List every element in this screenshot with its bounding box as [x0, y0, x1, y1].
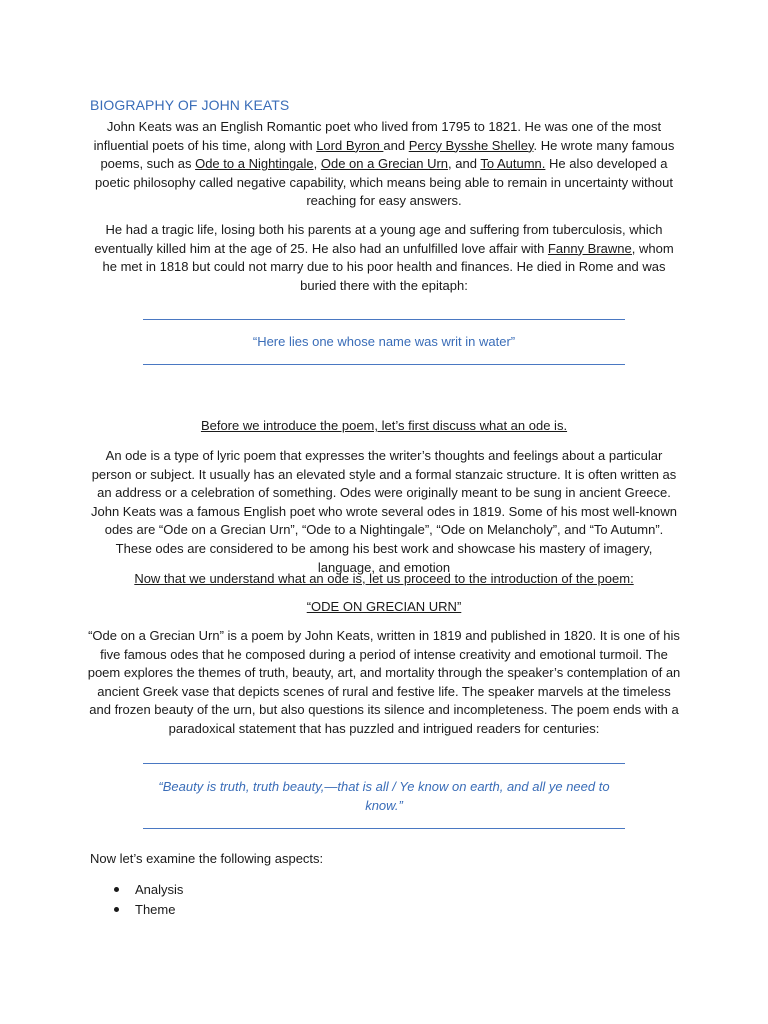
bio-text: whom he met in 1818 but could not marry due to his poor health and finances. He died in Rome and was buried there with the epitaph: — [102, 240, 674, 293]
poem-paragraph: “Ode on a Grecian Urn” is a poem by John Keats, written in 1819 and published in 1820. It is one of his five famous odes that he composed during a period of intense creativity and emotional turmoil. The poem explores the themes of truth, beauty, art, and mortality through the speaker’s contemplation of an ancient Greek vase that depicts scenes of rural and festive life. The speaker marvels at the timeless and frozen beauty of the urn, but also questions its silence and incompleteness. The poem ends with a paradoxical statement that has puzzled and intrigued readers for centuries: — [87, 628, 681, 736]
bio-text: He also developed a poetic philosophy called negative capability, which means being able to remain in uncertainty without reaching for easy answers. — [95, 156, 673, 209]
bio-text: , and — [448, 156, 481, 172]
link-percy-bysshe-shelley[interactable]: Percy Bysshe Shelley — [408, 137, 534, 153]
quote-rule-top — [143, 763, 625, 764]
poem-title-heading-text: “ODE ON GRECIAN URN” — [306, 599, 462, 614]
ode-intro-heading-text: Before we introduce the poem, let’s first discuss what an ode is. — [200, 418, 568, 433]
beauty-quote: “Beauty is truth, truth beauty,—that is all / Ye know on earth, and all ye need to know.” — [158, 779, 610, 813]
list-item — [112, 900, 183, 920]
poem-title-heading — [86, 598, 682, 616]
quote-rule-bottom — [143, 828, 625, 829]
bio-text: He had a tragic life, losing both his parents at a young age and suffering from tuberculosis, which eventually killed him at the age of 25. He also had an unfulfilled love affair with — [94, 222, 663, 256]
link-to-autumn[interactable]: To Autumn. — [480, 156, 546, 172]
proceed-heading — [86, 570, 682, 588]
aspects-list — [112, 880, 183, 920]
bio-text: John Keats was an English Romantic poet who lived from 1795 to 1821. He was one of the most influential poets of his time, along with — [93, 119, 662, 153]
bullet-icon — [114, 907, 119, 912]
list-item-label: Analysis — [135, 882, 184, 897]
quote-rule-bottom — [143, 364, 625, 365]
list-item — [112, 880, 183, 900]
epitaph-quote: “Here lies one whose name was writ in water” — [252, 334, 516, 349]
ode-paragraph: An ode is a type of lyric poem that expresses the writer’s thoughts and feelings about a particular person or subject. It usually has an elevated style and a formal stanzaic structure. It is often written as an address or a celebration of something. Odes were originally meant to be sung in ancient Greece. John Keats was a famous English poet who wrote several odes in 1819. Some of his most well-known odes are “Ode on a Grecian Urn”, “Ode to a Nightingale”, “Ode on Melancholy”, and “To Autumn”. These odes are considered to be among his best work and showcase his mastery of imagery, language, and emotion — [90, 448, 678, 575]
list-item-label: Theme — [135, 902, 176, 917]
link-lord-byron[interactable]: Lord Byron — [316, 137, 384, 153]
proceed-heading-text: Now that we understand what an ode is, let us proceed to the introduction of the poem: — [134, 571, 634, 586]
quote-rule-top — [143, 319, 625, 320]
bio-text: and — [383, 137, 409, 153]
bio-paragraph-1 — [86, 118, 682, 211]
bullet-icon — [114, 887, 119, 892]
link-ode-on-a-grecian-urn[interactable]: Ode on a Grecian Urn — [320, 156, 449, 172]
link-ode-to-a-nightingale[interactable]: Ode to a Nightingale — [195, 156, 314, 172]
ode-intro-heading — [86, 417, 682, 435]
page-title: BIOGRAPHY OF JOHN KEATS — [90, 97, 290, 113]
examine-intro: Now let’s examine the following aspects: — [90, 851, 324, 866]
bio-text: , — [313, 156, 321, 172]
link-fanny-brawne[interactable]: Fanny Brawne, — [547, 240, 636, 256]
bio-paragraph-2 — [86, 221, 682, 295]
bio-text: . He wrote many famous poems, such as — [100, 137, 675, 172]
